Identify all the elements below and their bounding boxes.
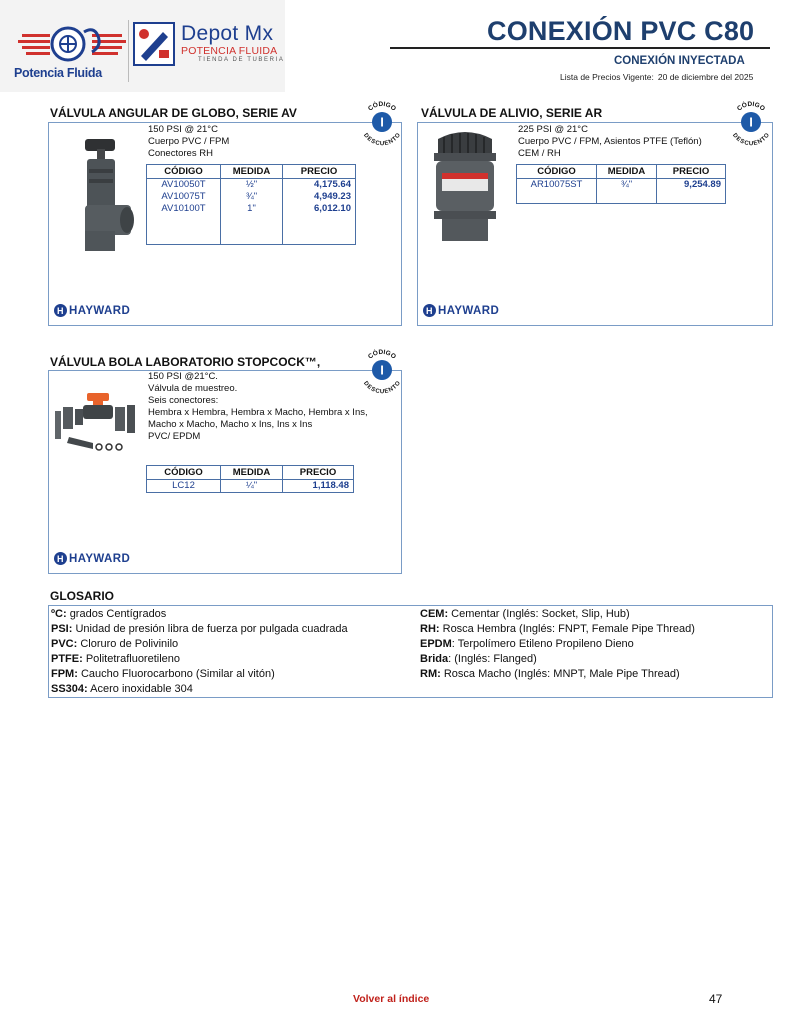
desc-line: 150 PSI @ 21°C	[148, 124, 218, 135]
hayward-icon: H	[423, 304, 436, 317]
glossary-term: RM:	[420, 668, 441, 680]
hayward-brand	[54, 304, 130, 317]
desc-line: Válvula de muestreo.	[148, 383, 238, 394]
table-row	[147, 203, 356, 245]
product-card	[48, 370, 402, 574]
glossary-term: PTFE:	[51, 653, 83, 665]
discount-code-badge	[727, 98, 775, 146]
table-row	[147, 480, 354, 493]
glossary-entry	[420, 622, 695, 637]
price-table	[146, 164, 356, 245]
table-row	[147, 191, 356, 203]
hayward-icon: H	[54, 304, 67, 317]
glossary-entry	[51, 637, 348, 652]
glossary-entry	[420, 637, 695, 652]
globe-valve-image	[67, 135, 135, 251]
glossary-term: FPM:	[51, 668, 78, 680]
desc-line: Conectores RH	[148, 148, 213, 159]
back-to-index-link[interactable]: Volver al índice	[353, 993, 430, 1005]
glossary-term: RH:	[420, 623, 440, 635]
glossary-def: : Terpolímero Etileno Propileno Dieno	[451, 638, 634, 650]
hayward-icon: H	[54, 552, 67, 565]
discount-code-badge	[358, 98, 406, 146]
table-header-row	[147, 165, 356, 179]
col-header-code: CÓDIGO	[147, 165, 221, 179]
svg-text:DESCUENTO	[362, 132, 402, 146]
glossary-entry	[51, 607, 348, 622]
cell-size: ¾"	[597, 179, 657, 204]
depot-title: Depot Mx	[181, 22, 274, 45]
col-header-size: MEDIDA	[221, 165, 283, 179]
cell-price: 6,012.10	[314, 203, 351, 214]
product-title: VÁLVULA DE ALIVIO, SERIE AR	[421, 106, 603, 120]
glossary-def: Politetrafluoretileno	[85, 653, 181, 665]
table-row	[517, 179, 726, 204]
glossary-entry	[51, 652, 348, 667]
glossary-entry	[51, 667, 348, 682]
cell-size: 1"	[221, 203, 283, 245]
cell-code: AV10075T	[147, 191, 221, 203]
badge-letter: I	[380, 362, 384, 378]
cell-code: AV10100T	[147, 203, 221, 245]
badge-top-text: CÓDIGO	[366, 100, 398, 113]
table-header-row	[517, 165, 726, 179]
page-title: CONEXIÓN PVC C80	[487, 16, 755, 46]
col-header-price: PRECIO	[283, 165, 356, 179]
glossary-term: SS304:	[51, 683, 88, 695]
glossary-term: CEM:	[420, 608, 449, 620]
glossary-entry	[420, 652, 695, 667]
product-description	[148, 371, 368, 443]
desc-line: CEM / RH	[518, 148, 561, 159]
brand-name: HAYWARD	[69, 304, 131, 317]
col-header-price: PRECIO	[283, 466, 354, 480]
svg-text:CÓDIGO	[367, 348, 397, 361]
cell-size: ¼"	[221, 480, 283, 493]
glossary-term: PVC:	[51, 638, 78, 650]
desc-line: Cuerpo PVC / FPM, Asientos PTFE (Teflón)	[518, 136, 702, 147]
glossary-term: ºC:	[51, 608, 67, 620]
glossary-title: GLOSARIO	[50, 589, 115, 603]
cell-price: 4,175.64	[314, 179, 351, 190]
glossary-def: grados Centígrados	[69, 608, 167, 620]
price-list-value: 20 de diciembre del 2025	[657, 72, 754, 82]
depot-tagline: TIENDA DE TUBERIA	[198, 57, 285, 63]
desc-line: Hembra x Hembra, Hembra x Macho, Hembra x Ins,	[148, 407, 368, 418]
product-card	[48, 122, 402, 326]
cell-code: AV10050T	[147, 179, 221, 192]
product-title: VÁLVULA BOLA LABORATORIO STOPCOCK™,	[50, 355, 321, 369]
glossary-def: Rosca Hembra (Inglés: FNPT, Female Pipe Thread)	[442, 623, 695, 635]
cell-size: ¾"	[221, 191, 283, 203]
badge-bottom-text: DESCUENTO	[362, 132, 402, 146]
glossary-term: Brida	[420, 653, 449, 665]
glossary-entry	[51, 682, 348, 697]
cell-price: 1,118.48	[312, 480, 349, 491]
product-description	[148, 124, 229, 160]
svg-text:CÓDIGO	[736, 100, 766, 113]
glossary-entry	[420, 667, 695, 682]
glossary-def: Cloruro de Polivinilo	[80, 638, 179, 650]
page-subtitle: CONEXIÓN INYECTADA	[614, 55, 745, 67]
hayward-brand	[54, 552, 130, 565]
col-header-price: PRECIO	[657, 165, 726, 179]
desc-line: PVC/ EPDM	[148, 431, 201, 442]
price-list-date	[560, 72, 753, 82]
cell-price: 4,949.23	[314, 191, 351, 202]
glossary-def: Unidad de presión libra de fuerza por pulgada cuadrada	[75, 623, 348, 635]
glossary-term: PSI:	[51, 623, 73, 635]
cell-price: 9,254.89	[684, 179, 721, 190]
badge-top-text: CÓDIGO	[735, 100, 767, 113]
desc-line: Cuerpo PVC / FPM	[148, 136, 230, 147]
logo-divider	[128, 20, 129, 82]
price-table	[516, 164, 726, 204]
price-list-label: Lista de Precios Vigente:	[560, 72, 654, 82]
badge-top-text: CÓDIGO	[366, 348, 398, 361]
col-header-code: CÓDIGO	[517, 165, 597, 179]
desc-line: Macho x Macho, Macho x Ins, Ins x Ins	[148, 419, 313, 430]
logo-area	[0, 0, 285, 92]
glossary-def: Rosca Macho (Inglés: MNPT, Male Pipe Thread)	[443, 668, 680, 680]
price-table	[146, 465, 354, 493]
glossary-def: Cementar (Inglés: Socket, Slip, Hub)	[451, 608, 630, 620]
glossary-entry	[51, 622, 348, 637]
glossary-def: : (Inglés: Flanged)	[448, 653, 537, 665]
cell-size: ½"	[221, 179, 283, 192]
badge-letter: I	[749, 114, 753, 130]
product-card	[417, 122, 773, 326]
badge-bottom-text: DESCUENTO	[731, 132, 771, 146]
discount-code-badge	[358, 346, 406, 394]
col-header-code: CÓDIGO	[147, 466, 221, 480]
svg-text:CÓDIGO	[367, 100, 397, 113]
desc-line: 150 PSI @21°C.	[148, 371, 218, 382]
product-title: VÁLVULA ANGULAR DE GLOBO, SERIE AV	[50, 106, 297, 120]
relief-valve-image	[430, 129, 500, 243]
svg-text:DESCUENTO	[362, 380, 402, 394]
glossary-term: EPDM	[420, 638, 452, 650]
hayward-brand	[423, 304, 499, 317]
depot-subtitle: POTENCIA FLUIDA	[181, 45, 278, 57]
desc-line: Seis conectores:	[148, 395, 219, 406]
glossary-left-column	[51, 607, 348, 697]
glossary-box	[48, 605, 773, 698]
cell-code: LC12	[147, 480, 221, 493]
brand-name: HAYWARD	[69, 552, 131, 565]
cell-code: AR10075ST	[517, 179, 597, 204]
page-number: 47	[709, 992, 723, 1006]
table-header-row	[147, 466, 354, 480]
glossary-right-column	[420, 607, 695, 682]
glossary-def: Caucho Fluorocarbono (Similar al vitón)	[80, 668, 275, 680]
table-row	[147, 179, 356, 192]
title-divider	[390, 47, 770, 49]
desc-line: 225 PSI @ 21°C	[518, 124, 588, 135]
badge-letter: I	[380, 114, 384, 130]
glossary-def: Acero inoxidable 304	[90, 683, 193, 695]
stopcock-valve-image	[53, 387, 145, 457]
svg-text:DESCUENTO	[731, 132, 771, 146]
depot-logo-icon	[133, 22, 175, 66]
product-description	[518, 124, 702, 160]
col-header-size: MEDIDA	[221, 466, 283, 480]
col-header-size: MEDIDA	[597, 165, 657, 179]
glossary-entry	[420, 607, 695, 622]
logo1-text: Potencia Fluida	[14, 66, 102, 80]
badge-bottom-text: DESCUENTO	[362, 380, 402, 394]
brand-name: HAYWARD	[438, 304, 500, 317]
